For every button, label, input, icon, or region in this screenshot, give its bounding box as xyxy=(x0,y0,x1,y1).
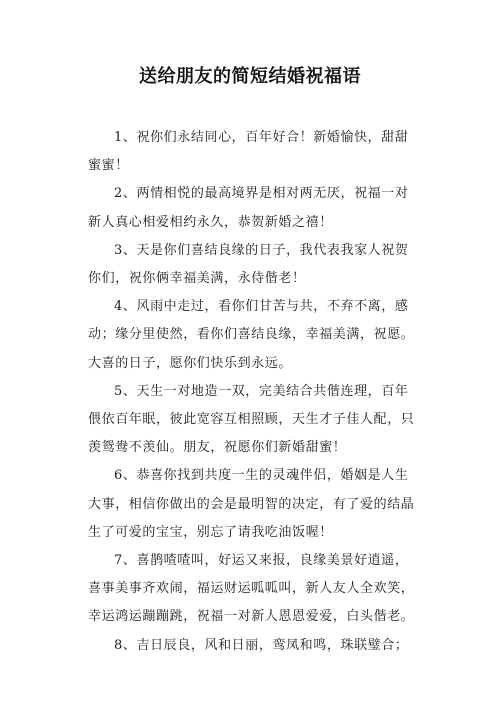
paragraph-6 xyxy=(88,462,418,547)
paragraph-line: 4、风雨中走过，看你们甘苦与共，不弃不离，感 xyxy=(114,299,409,315)
paragraph-2 xyxy=(88,180,418,236)
paragraph-line: 生了可爱的宝宝，别忘了请我吃油饭喔！ xyxy=(88,524,333,540)
paragraph-3 xyxy=(88,237,418,293)
paragraph-line: 大事，相信你做出的会是最明智的决定，有了爱的结晶 xyxy=(88,496,415,512)
paragraph-line: 2、两情相悦的最高境界是相对两无厌，祝福一对 xyxy=(114,186,409,202)
paragraph-1 xyxy=(88,124,418,180)
paragraph-line: 喜事美事齐欢闹，福运财运呱呱叫，新人友人全欢笑， xyxy=(88,581,415,597)
paragraph-line: 7、喜鹊喳喳叫，好运又来报，良缘美景好逍遥， xyxy=(114,553,409,569)
paragraph-line: 蜜蜜！ xyxy=(88,158,129,174)
paragraph-line: 你们，祝你俩幸福美满，永侍偕老！ xyxy=(88,271,306,287)
paragraph-line: 6、恭喜你找到共度一生的灵魂伴侣，婚姻是人生 xyxy=(114,468,409,484)
paragraph-5 xyxy=(88,378,418,463)
paragraph-line: 大喜的日子，愿你们快乐到永远。 xyxy=(88,355,293,371)
document-title: 送给朋友的简短结婚祝福语 xyxy=(139,66,361,87)
paragraph-line: 羡鸳鸯不羡仙。朋友，祝愿你们新婚甜蜜！ xyxy=(88,440,347,456)
paragraph-line: 3、天是你们喜结良缘的日子，我代表我家人祝贺 xyxy=(114,242,409,258)
paragraph-7 xyxy=(88,547,418,632)
paragraph-line: 动；缘分里使然，看你们喜结良缘，幸福美满，祝愿。 xyxy=(88,327,415,343)
document-body xyxy=(88,124,418,660)
paragraph-line: 1、祝你们永结同心，百年好合！新婚愉快，甜甜 xyxy=(114,130,409,145)
paragraph-line: 新人真心相爱相约永久，恭贺新婚之禧！ xyxy=(88,214,333,230)
paragraph-8 xyxy=(88,632,418,660)
paragraph-4 xyxy=(88,293,418,378)
paragraph-line: 5、天生一对地造一双，完美结合共偕连理，百年 xyxy=(114,383,409,399)
paragraph-line: 幸运鸿运蹦蹦跳，祝福一对新人恩恩爱爱，白头偕老。 xyxy=(88,609,415,625)
paragraph-line: 8、吉日辰良，风和日丽，鸾凤和鸣，珠联璧合； xyxy=(114,637,409,653)
paragraph-line: 偎依百年眠，彼此宽容互相照顾，天生才子佳人配，只 xyxy=(88,412,415,428)
